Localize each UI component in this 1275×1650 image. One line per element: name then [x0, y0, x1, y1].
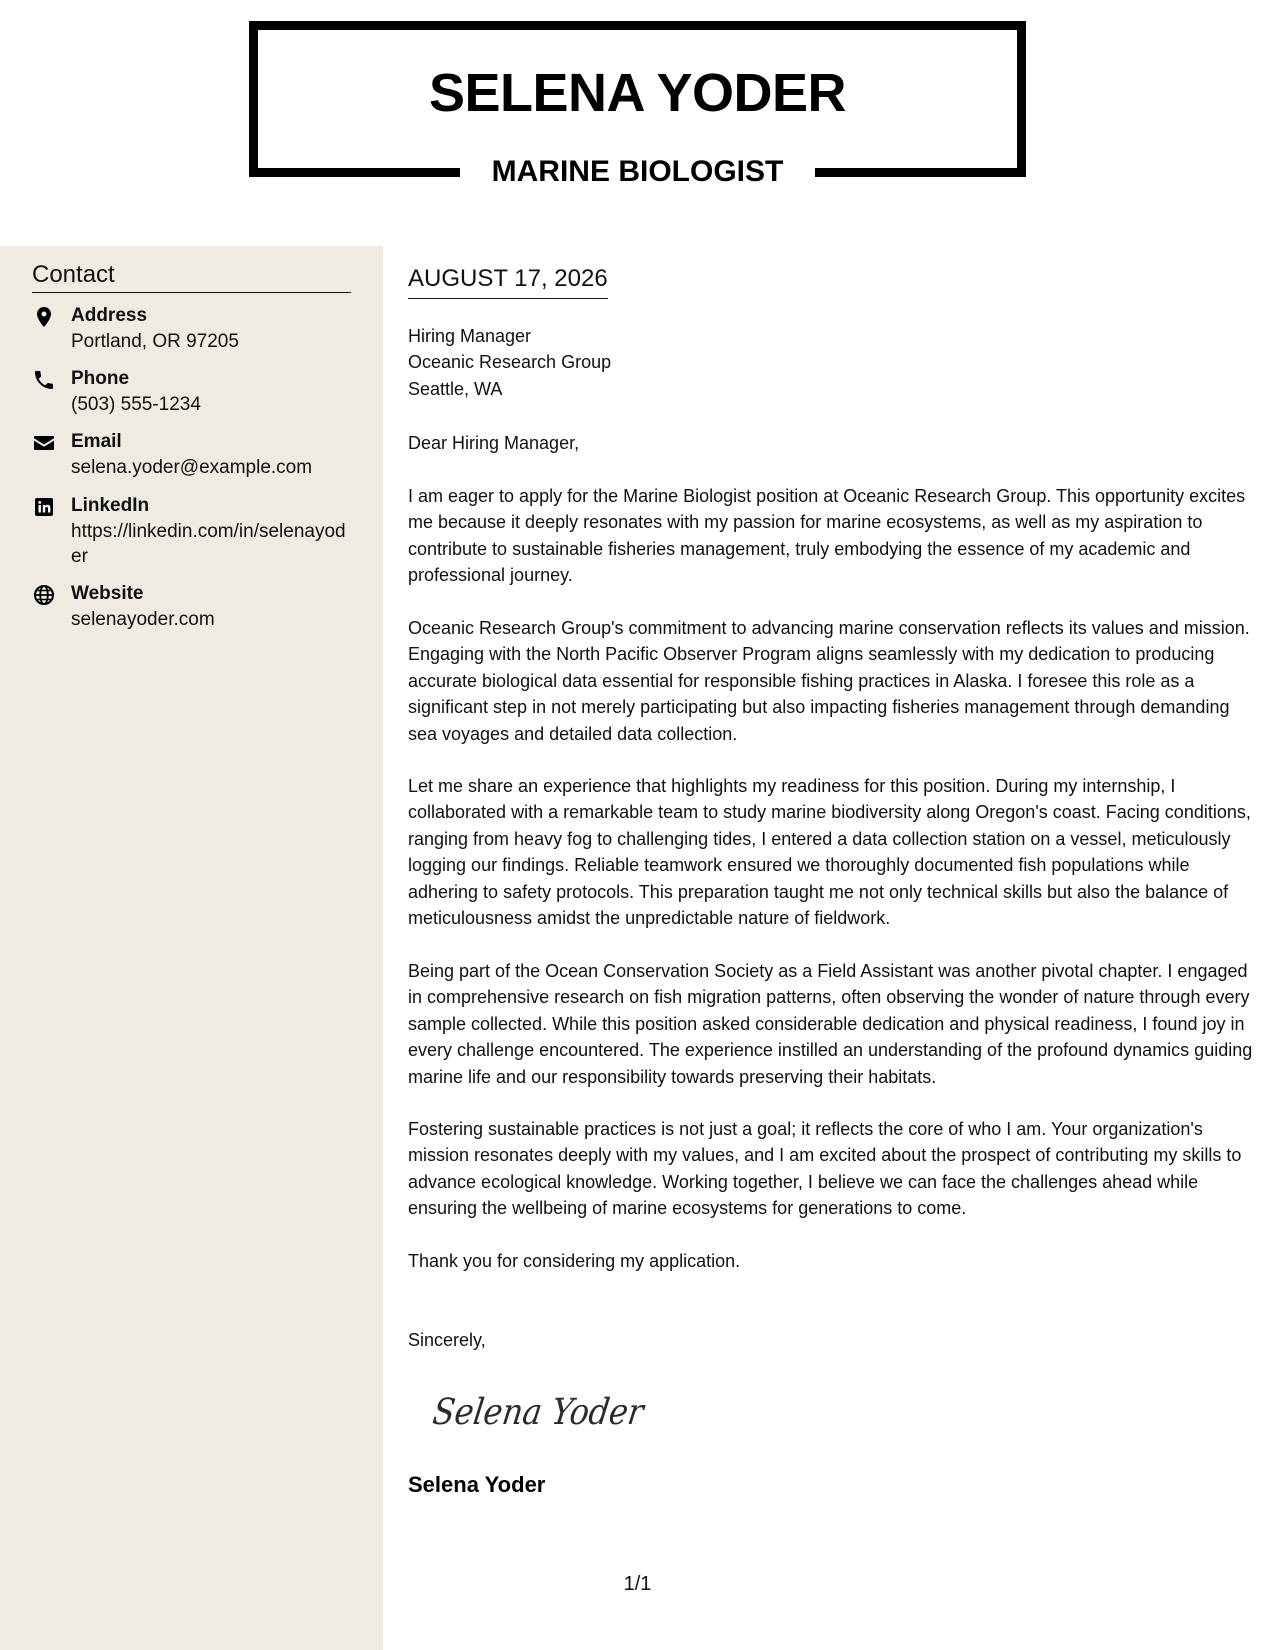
- header-frame-bottom-right: [815, 168, 1026, 177]
- globe-icon: [32, 583, 56, 607]
- contact-email-value: selena.yoder@example.com: [71, 457, 313, 478]
- letter-paragraph: Thank you for considering my application.: [408, 1251, 741, 1271]
- header-frame-bottom-left: [249, 168, 460, 177]
- phone-icon: [32, 368, 56, 392]
- contact-address-label: Address: [71, 305, 148, 326]
- contact-address-value: Portland, OR 97205: [71, 331, 239, 352]
- letter-date: AUGUST 17, 2026: [408, 264, 608, 299]
- contact-phone-label: Phone: [71, 368, 130, 389]
- contact-website-label: Website: [71, 583, 144, 604]
- salutation: Dear Hiring Manager,: [408, 433, 580, 453]
- recipient-location: Seattle, WA: [408, 379, 503, 399]
- contact-linkedin-value[interactable]: https://linkedin.com/in/selenayoder: [71, 521, 346, 567]
- contact-website-value[interactable]: selenayoder.com: [71, 609, 215, 630]
- letter-paragraph: Fostering sustainable practices is not just a goal; it reflects the core of who I am. Your organization's mission resonates deeply with my values, and I am excited about the prospect of contributing my skills to advance ecological knowledge. Working together, I believe we can face the challenges ahead while ensuring the wellbeing of marine ecosystems for generations to come.: [408, 1119, 1242, 1219]
- recipient-company: Oceanic Research Group: [408, 352, 612, 372]
- signature-script: Selena Yoder: [432, 1390, 672, 1433]
- handwritten-signature: [432, 1378, 672, 1448]
- contact-heading: Contact: [32, 260, 351, 293]
- letter-paragraph: Being part of the Ocean Conservation Society as a Field Assistant was another pivotal chapter. I engaged in comprehensive research on fish migration patterns, often observing the wonder of nature through every sample collected. While this position asked considerable dedication and physical readiness, I found joy in every challenge encountered. The experience instilled an understanding of the profound dynamics guiding marine life and our responsibility towards preserving their habitats.: [408, 961, 1253, 1087]
- letter-paragraph: I am eager to apply for the Marine Biologist position at Oceanic Research Group. This opportunity excites me because it deeply resonates with my passion for marine ecosystems, as well as my aspiration to contribute to sustainable fisheries management, truly embodying the essence of my academic and professional journey.: [408, 486, 1246, 586]
- closing: Sincerely,: [408, 1330, 486, 1350]
- job-title: MARINE BIOLOGIST: [491, 155, 784, 188]
- contact-email-label: Email: [71, 431, 122, 452]
- signer-name: Selena Yoder: [408, 1472, 546, 1497]
- linkedin-icon: [32, 495, 56, 519]
- page-number: 1/1: [623, 1573, 652, 1595]
- contact-linkedin-label: LinkedIn: [71, 495, 150, 516]
- letter-paragraph: Let me share an experience that highlights my readiness for this position. During my internship, I collaborated with a remarkable team to study marine biodiversity along Oregon's coast. Facing conditions, ranging from heavy fog to challenging tides, I entered a data collection station on a vessel, meticulously logging our findings. Reliable teamwork ensured we thoroughly documented fish populations while adhering to safety protocols. This preparation taught me not only technical skills but also the balance of meticulousness amidst the unpredictable nature of fieldwork.: [408, 776, 1251, 929]
- applicant-name: SELENA YODER: [428, 63, 847, 123]
- map-pin-icon: [32, 305, 56, 329]
- contact-phone-value: (503) 555-1234: [71, 394, 201, 415]
- recipient-title: Hiring Manager: [408, 326, 532, 346]
- envelope-icon: [32, 431, 56, 455]
- letter-paragraph: Oceanic Research Group's commitment to advancing marine conservation reflects its values and mission. Engaging with the North Pacific Observer Program aligns seamlessly with my dedication to producing accurate biological data essential for responsible fishing practices in Alaska. I foresee this role as a significant step in not merely participating but also impacting fisheries management through demanding sea voyages and detailed data collection.: [408, 618, 1250, 744]
